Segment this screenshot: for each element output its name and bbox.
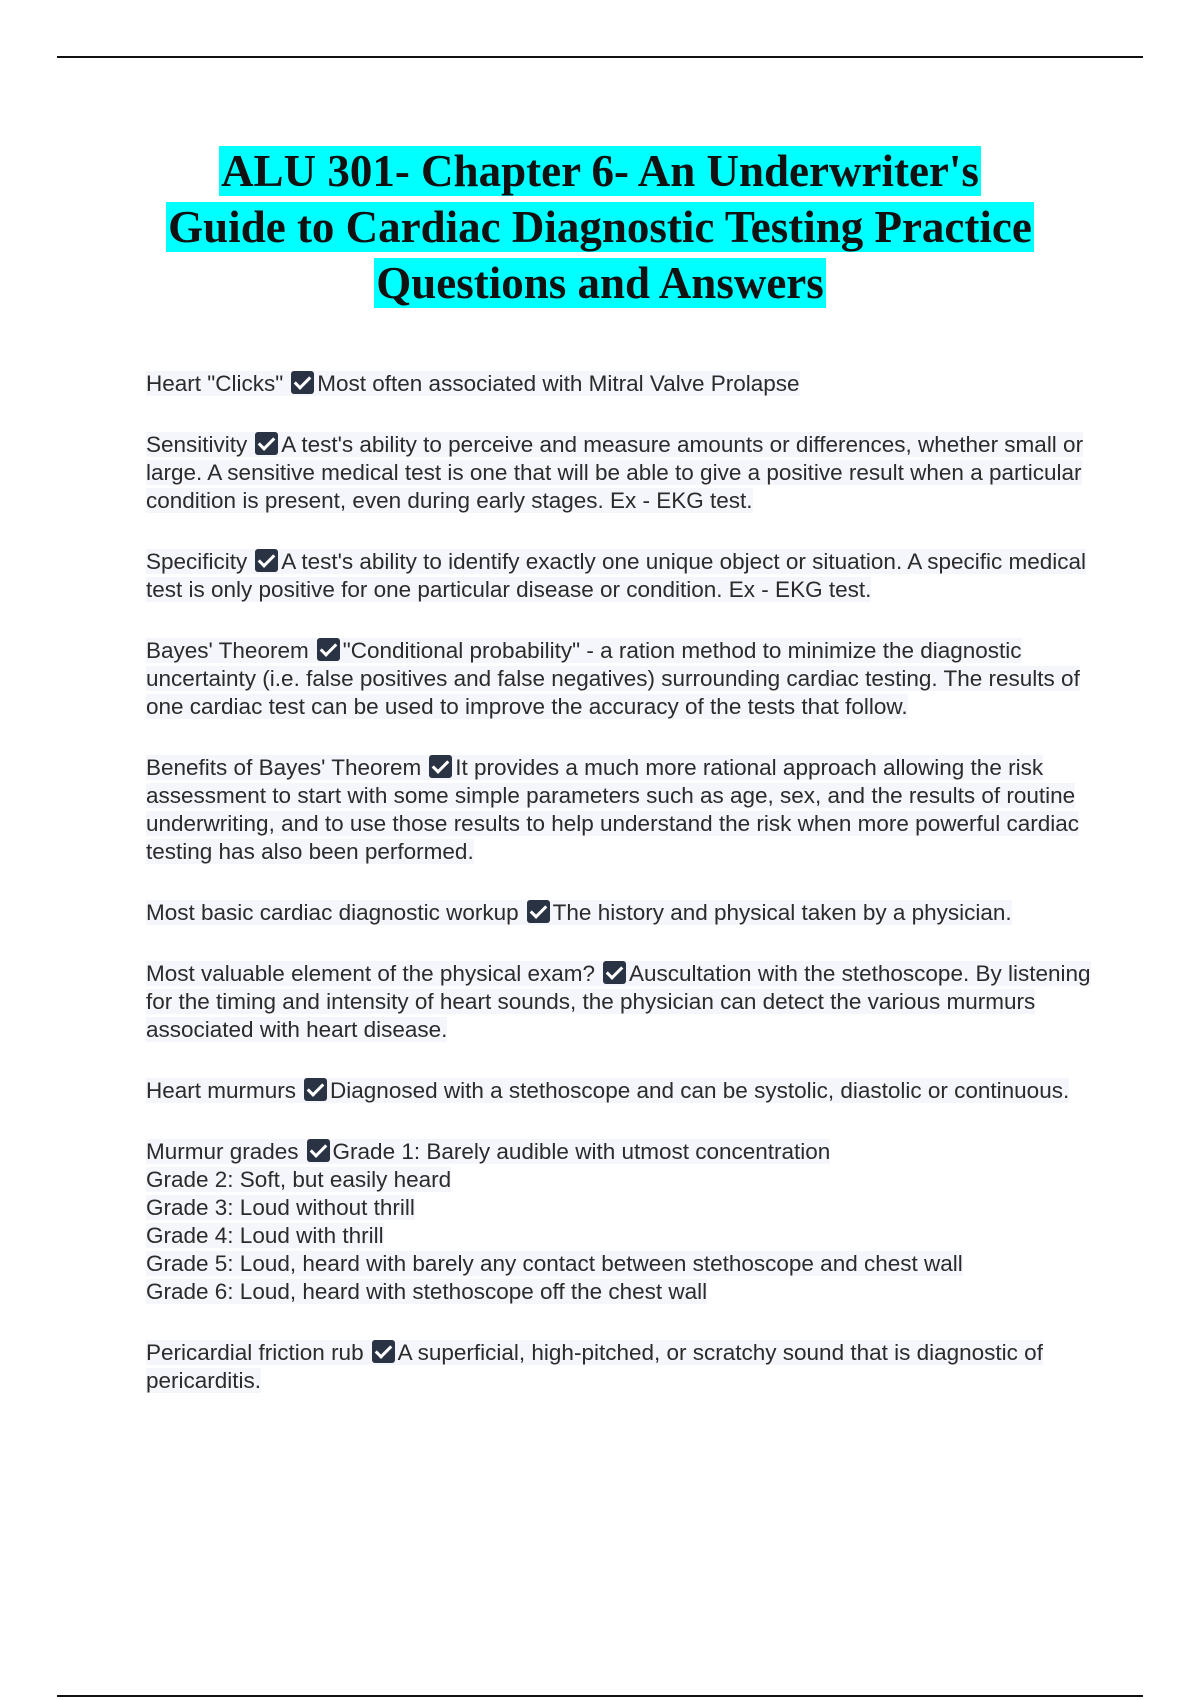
flashcard-entry bbox=[146, 548, 1092, 604]
flashcard-entry bbox=[146, 431, 1092, 515]
entry-definition: A test's ability to identify exactly one unique object or situation. A specific medical test is only positive for one particular disease or condition. Ex - EKG test. bbox=[146, 549, 1087, 602]
entry-term: Benefits of Bayes' Theorem bbox=[146, 755, 422, 780]
entry-definition: Diagnosed with a stethoscope and can be systolic, diastolic or continuous. bbox=[330, 1078, 1070, 1103]
entry-term: Murmur grades bbox=[146, 1139, 299, 1164]
entry-definition: A test's ability to perceive and measure amounts or differences, whether small or large. A sensitive medical test is one that will be able to give a positive result when a particular condition is present, even during early stages. Ex - EKG test. bbox=[146, 432, 1084, 513]
flashcard-entry bbox=[146, 1339, 1092, 1395]
entry-definition: A superficial, high-pitched, or scratchy sound that is diagnostic of pericarditis. bbox=[146, 1340, 1043, 1393]
checkmark-icon bbox=[429, 755, 452, 778]
entry-term: Bayes' Theorem bbox=[146, 638, 309, 663]
header-rule bbox=[57, 56, 1143, 58]
flashcard-list bbox=[146, 370, 1092, 1428]
document-title bbox=[100, 143, 1100, 311]
checkmark-icon bbox=[372, 1340, 395, 1363]
checkmark-icon bbox=[317, 638, 340, 661]
entry-definition: It provides a much more rational approach allowing the risk assessment to start with some simple parameters such as age, sex, and the results of routine underwriting, and to use those results to help understand the risk when more powerful cardiac testing has also been performed. bbox=[146, 755, 1080, 864]
flashcard-entry bbox=[146, 370, 1092, 398]
entry-term: Pericardial friction rub bbox=[146, 1340, 364, 1365]
title-line: Questions and Answers bbox=[376, 258, 824, 308]
checkmark-icon bbox=[255, 549, 278, 572]
entry-term: Heart "Clicks" bbox=[146, 371, 284, 396]
entry-term: Most valuable element of the physical exam? bbox=[146, 961, 595, 986]
checkmark-icon bbox=[307, 1139, 330, 1162]
flashcard-entry bbox=[146, 960, 1092, 1044]
entry-definition: Most often associated with Mitral Valve Prolapse bbox=[317, 371, 800, 396]
flashcard-entry bbox=[146, 899, 1092, 927]
entry-term: Sensitivity bbox=[146, 432, 248, 457]
checkmark-icon bbox=[304, 1078, 327, 1101]
title-line: Guide to Cardiac Diagnostic Testing Practice bbox=[168, 202, 1032, 252]
entry-definition: Grade 1: Barely audible with utmost concentration Grade 2: Soft, but easily heard Grade 3: Loud without thrill Grade 4: Loud with thrill Grade 5: Loud, heard with barely any contact between stethoscope and chest wall Grade 6: Loud, heard with stethoscope off the chest wall bbox=[146, 1139, 963, 1304]
checkmark-icon bbox=[603, 961, 626, 984]
entry-term: Heart murmurs bbox=[146, 1078, 297, 1103]
title-line: ALU 301- Chapter 6- An Underwriter's bbox=[221, 146, 979, 196]
checkmark-icon bbox=[291, 371, 314, 394]
entry-term: Specificity bbox=[146, 549, 248, 574]
checkmark-icon bbox=[527, 900, 550, 923]
flashcard-entry bbox=[146, 637, 1092, 721]
flashcard-entry bbox=[146, 754, 1092, 866]
entry-definition: "Conditional probability" - a ration method to minimize the diagnostic uncertainty (i.e. false positives and false negatives) surrounding cardiac testing. The results of one cardiac test can be used to improve the accuracy of the tests that follow. bbox=[146, 638, 1080, 719]
footer-rule bbox=[57, 1695, 1143, 1697]
checkmark-icon bbox=[255, 432, 278, 455]
entry-term: Most basic cardiac diagnostic workup bbox=[146, 900, 519, 925]
entry-definition: Auscultation with the stethoscope. By listening for the timing and intensity of heart sounds, the physician can detect the various murmurs associated with heart disease. bbox=[146, 961, 1091, 1042]
entry-definition: The history and physical taken by a physician. bbox=[552, 900, 1012, 925]
flashcard-entry bbox=[146, 1138, 1092, 1306]
flashcard-entry bbox=[146, 1077, 1092, 1105]
